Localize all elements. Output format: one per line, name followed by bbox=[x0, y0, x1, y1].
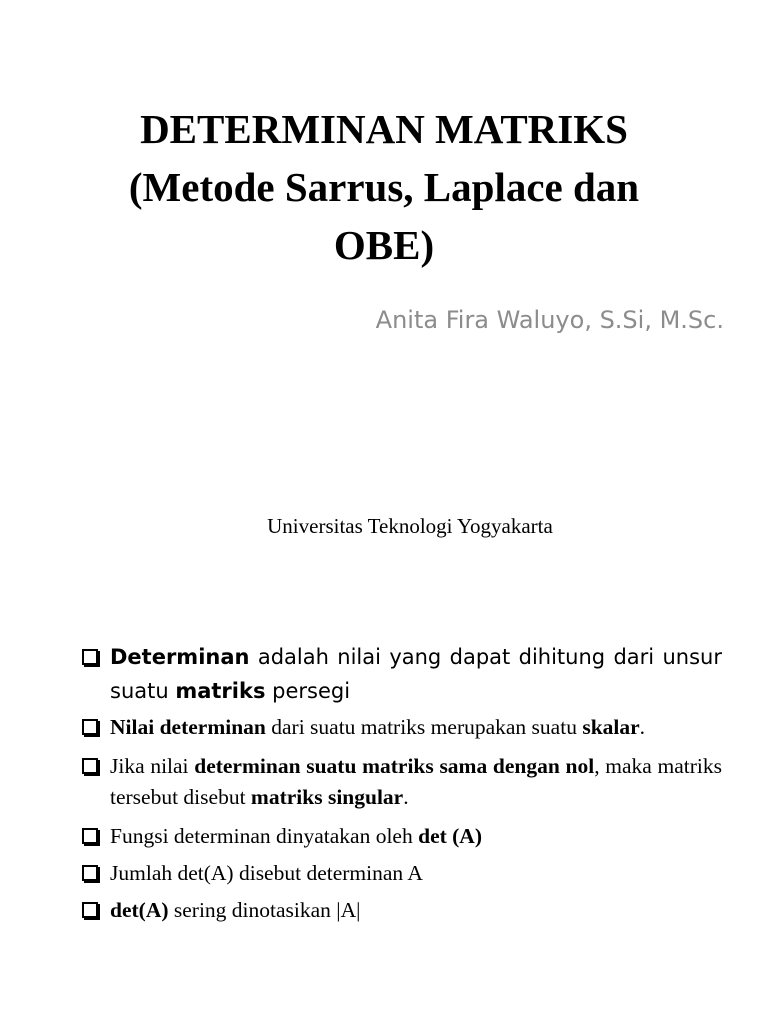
bullet-text: Nilai determinan bbox=[110, 715, 266, 739]
institution-name: Universitas Teknologi Yogyakarta bbox=[267, 514, 553, 538]
page-title bbox=[60, 100, 708, 274]
checkbox-bullet-icon bbox=[82, 902, 98, 918]
bullet-text: det (A) bbox=[418, 824, 482, 848]
bullet-text: sering dinotasikan |A| bbox=[168, 898, 361, 922]
title-line-3: OBE) bbox=[333, 222, 435, 268]
bullet-text: adalah nilai yang dapat dihitung dari unsur suatu bbox=[110, 645, 722, 703]
bullet-list bbox=[80, 640, 722, 932]
bullet-item-det-function bbox=[80, 821, 722, 852]
bullet-text: . bbox=[639, 715, 646, 739]
bullet-text: , maka matriks tersebut disebut bbox=[110, 754, 722, 809]
bullet-text: . bbox=[403, 785, 409, 809]
bullet-text: determinan suatu matriks sama dengan nol bbox=[194, 754, 595, 778]
author-name: Anita Fira Waluyo, S.Si, M.Sc. bbox=[375, 306, 724, 334]
bullet-item-determinan-definition bbox=[80, 640, 722, 708]
bullet-text: det(A) bbox=[110, 898, 169, 922]
checkbox-bullet-icon bbox=[82, 719, 98, 735]
bullet-item-singular bbox=[80, 751, 722, 813]
bullet-item-det-sum bbox=[80, 858, 722, 889]
bullet-text: Determinan bbox=[110, 645, 250, 669]
bullet-item-det-notation bbox=[80, 895, 722, 926]
checkbox-bullet-icon bbox=[82, 649, 98, 665]
bullet-text: matriks singular bbox=[250, 785, 404, 809]
title-line-1: DETERMINAN MATRIKS bbox=[140, 106, 628, 152]
bullet-text: matriks bbox=[175, 679, 266, 703]
bullet-text: Jika nilai bbox=[110, 754, 195, 778]
bullet-text: Jumlah det(A) disebut determinan A bbox=[110, 861, 423, 885]
bullet-text: dari suatu matriks merupakan suatu bbox=[265, 715, 583, 739]
bullet-text: persegi bbox=[265, 679, 351, 703]
checkbox-bullet-icon bbox=[82, 758, 98, 774]
bullet-item-scalar bbox=[80, 712, 722, 743]
checkbox-bullet-icon bbox=[82, 828, 98, 844]
checkbox-bullet-icon bbox=[82, 865, 98, 881]
bullet-text: skalar bbox=[582, 715, 640, 739]
bullet-text: Fungsi determinan dinyatakan oleh bbox=[110, 824, 419, 848]
title-line-2: (Metode Sarrus, Laplace dan bbox=[128, 164, 640, 210]
